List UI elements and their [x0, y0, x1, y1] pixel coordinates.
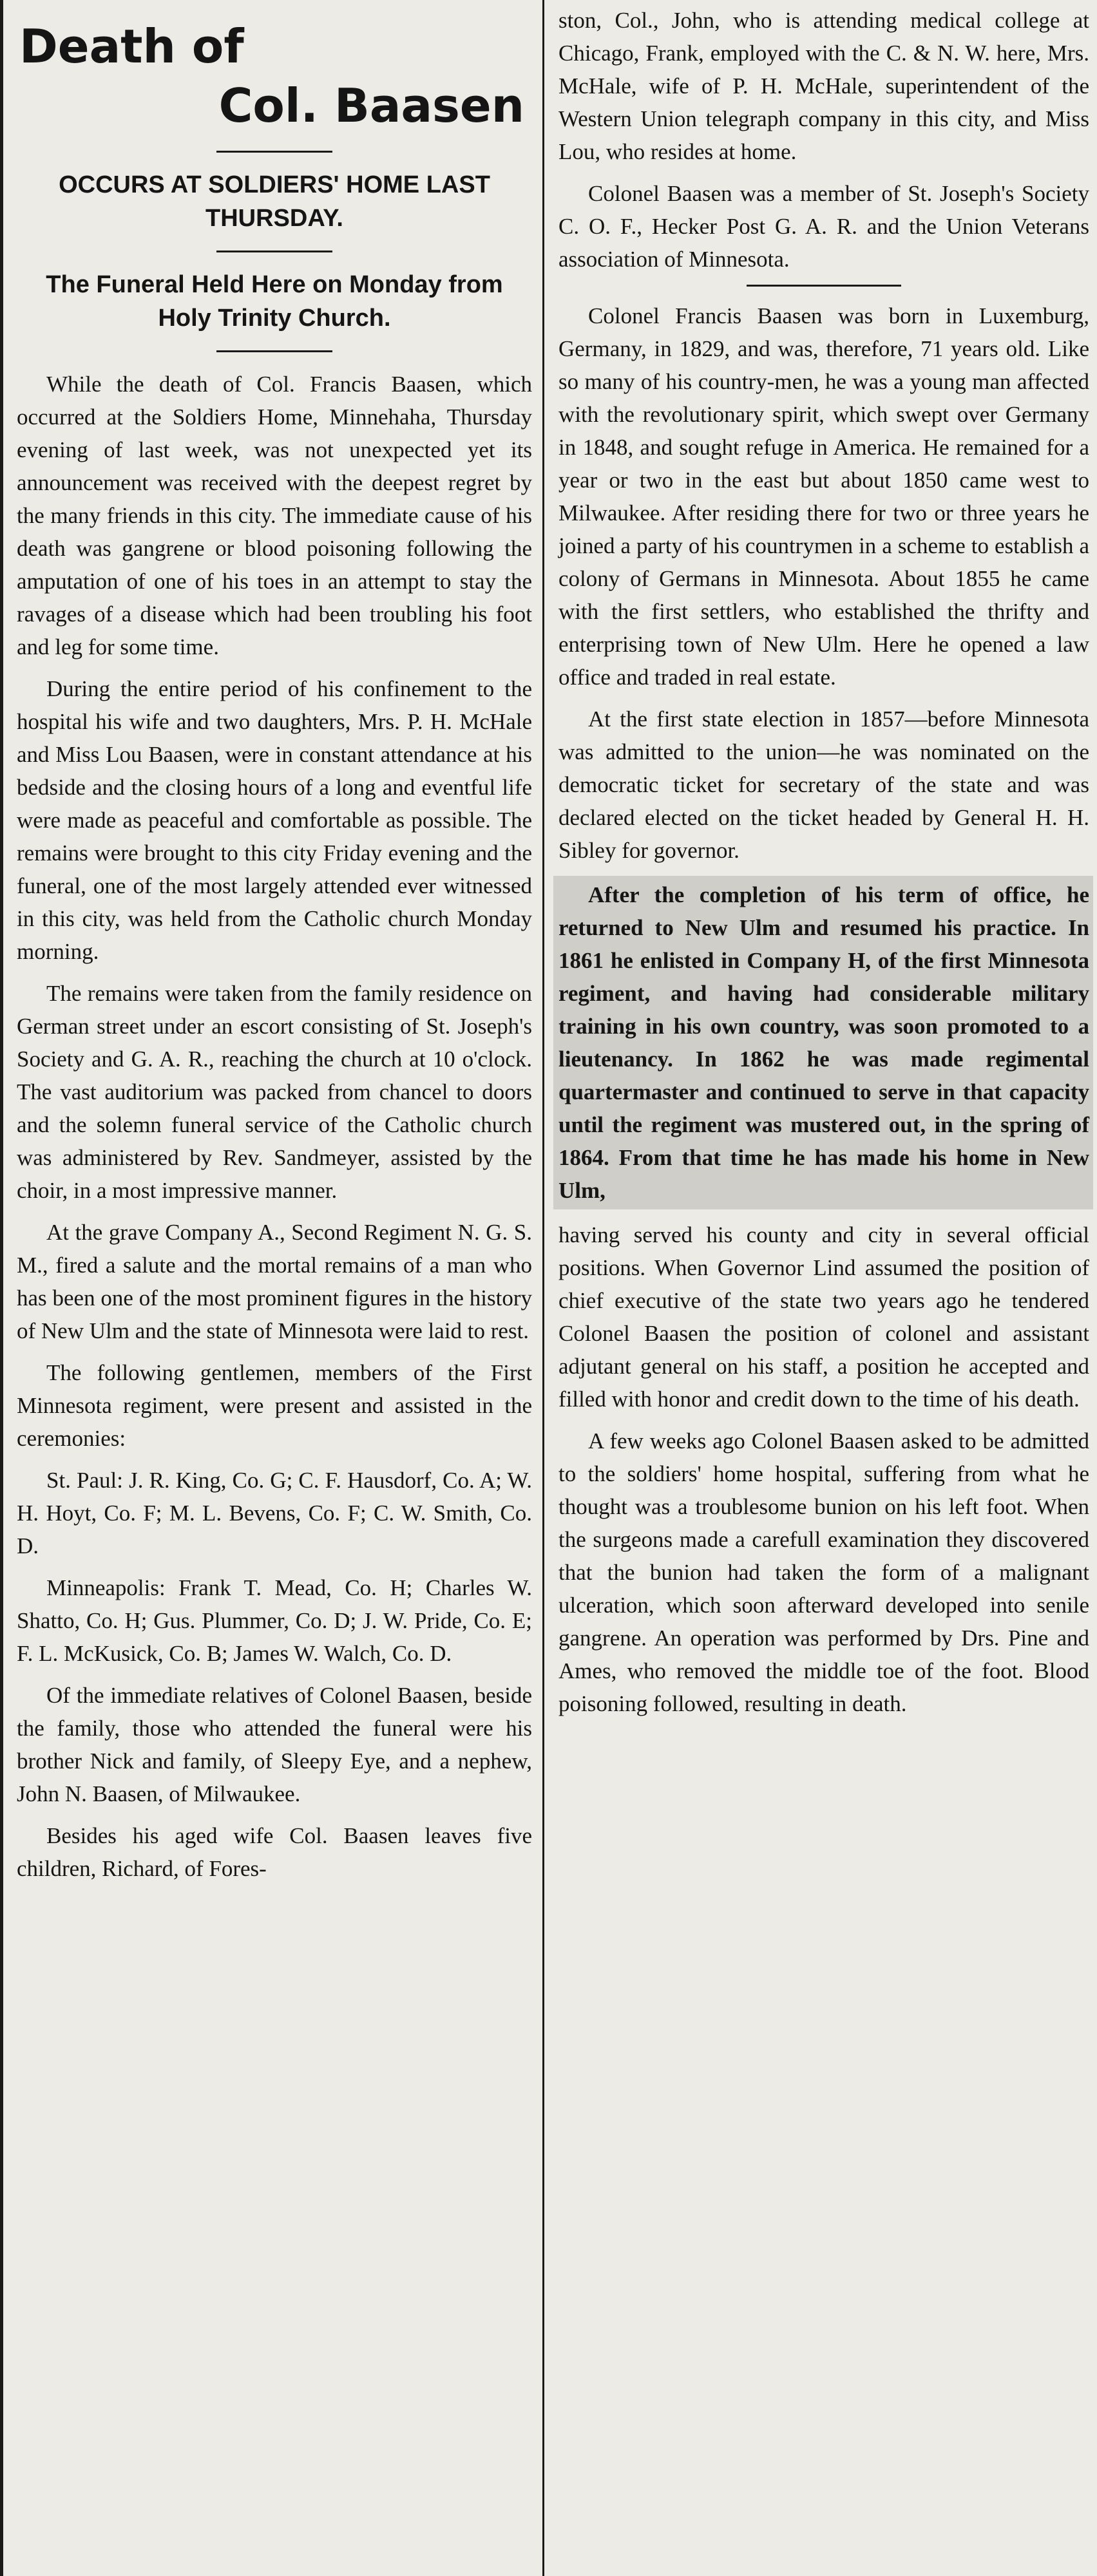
subhead-funeral: The Funeral Held Here on Monday from Holy Trinity Church.	[46, 271, 503, 332]
paragraph-children-continued: ston, Col., John, who is attending medical college at Chicago, Frank, employed with the C. & N. W. here, Mrs. McHale, wife of P. H. McHale, superintendent of the Western Union telegraph company in this city, and Miss Lou, who resides at home.	[558, 8, 1089, 164]
paragraph-military-service: After the completion of his term of office, he returned to New Ulm and resumed his practice. In 1861 he enlisted in Company H, of the first Minnesota regiment, and having had considerable military training in his own country, was soon promoted to a lieutenancy. In 1862 he was made regimental quartermaster and continued to serve in that capacity until the regiment was mustered out, in the spring of 1864. From that time he has made his home in New Ulm,	[553, 876, 1093, 1209]
paragraph-final-illness: A few weeks ago Colonel Baasen asked to be admitted to the soldiers' home hospital, suffering from what he thought was a troublesome bunion on his left foot. When the surgeons made a carefull examination they discovered that the bunion had taken the form of a malignant ulceration, which soon afterward developed into senile gangrene. An operation was performed by Drs. Pine and Ames, who removed the middle toe of the foot. Blood poisoning followed, resulting in death.	[558, 1428, 1089, 1716]
paragraph-relatives: Of the immediate relatives of Colonel Baasen, beside the family, those who attended the funeral were his brother Nick and family, of Sleepy Eye, and a nephew, John N. Baasen, of Milwaukee.	[17, 1683, 532, 1806]
paragraph-official-positions: having served his county and city in several official positions. When Governor Lind assumed the position of chief executive of the state two years ago he tendered Colonel Baasen the position of colonel and assistant adjutant general on his staff, a position he accepted and filled with honor and credit down to the time of his death.	[558, 1222, 1089, 1412]
paragraph-hospital-confinement: During the entire period of his confinement to the hospital his wife and two daughters, Mrs. P. H. McHale and Miss Lou Baasen, were in constant attendance at his bedside and the closing hours of a long and eventful life were made as peaceful and comfortable as possible. The remains were brought to this city Friday evening and the funeral, one of the most largely attended ever witnessed in this city, was held from the Catholic church Monday morning.	[17, 676, 532, 964]
paragraph-death-announcement: While the death of Col. Francis Baasen, which occurred at the Soldiers Home, Minnehaha, Thursday evening of last week, was not unexpected yet its announcement was received with the deepest regret by the many friends in this city. The immediate cause of his death was gangrene or blood poisoning following the amputation of one of his toes in an attempt to stay the ravages of a disease which had been troubling his foot and leg for some time.	[17, 372, 532, 659]
paragraph-biography-early-life: Colonel Francis Baasen was born in Luxemburg, Germany, in 1829, and was, therefore, 71 years old. Like so many of his country-men, he was a young man affected with the revolutionary spirit, which swept over Germany in 1848, and sought refuge in America. He remained for a year or two in the east but about 1850 came west to Milwaukee. After residing there for two or three years he joined a party of his countrymen in a scheme to establish a colony of Germans in Minnesota. About 1855 he came with the first settlers, who established the thrifty and enterprising town of New Ulm. Here he opened a law office and traded in real estate.	[558, 303, 1089, 690]
paragraph-st-paul-members: St. Paul: J. R. King, Co. G; C. F. Hausdorf, Co. A; W. H. Hoyt, Co. F; M. L. Bevens, Co. F; C. W. Smith, Co. D.	[17, 1468, 532, 1558]
paragraph-memberships: Colonel Baasen was a member of St. Joseph's Society C. O. F., Hecker Post G. A. R. and the Union Veterans association of Minnesota.	[558, 181, 1089, 272]
paragraph-survivors: Besides his aged wife Col. Baasen leaves five children, Richard, of Fores-	[17, 1823, 532, 1881]
body-divider	[216, 350, 332, 352]
headline-divider	[216, 151, 332, 153]
subhead-occurs: OCCURS AT SOLDIERS' HOME LAST THURSDAY.	[59, 171, 490, 232]
paragraph-funeral-procession: The remains were taken from the family residence on German street under an escort consisting of St. Joseph's Society and G. A. R., reaching the church at 10 o'clock. The vast auditorium was packed from chancel to doors and the solemn funeral service of the Catholic church was administered by Rev. Sandmeyer, assisted by the choir, in a most impressive manner.	[17, 981, 532, 1203]
headline-line-1: Death of	[19, 19, 244, 73]
headline-line-2: Col. Baasen	[218, 79, 524, 133]
left-column	[0, 0, 542, 2576]
paragraph-pallbearers-intro: The following gentlemen, members of the First Minnesota regiment, were present and assisted in the ceremonies:	[17, 1360, 532, 1451]
paragraph-minneapolis-members: Minneapolis: Frank T. Mead, Co. H; Charles W. Shatto, Co. H; Gus. Plummer, Co. D; J. W. Pride, Co. E; F. L. McKusick, Co. B; James W. Walch, Co. D.	[17, 1575, 532, 1666]
paragraph-grave-salute: At the grave Company A., Second Regiment N. G. S. M., fired a salute and the mortal remains of a man who has been one of the most prominent figures in the history of New Ulm and the state of Minnesota were laid to rest.	[17, 1220, 532, 1343]
right-column	[544, 0, 1097, 2576]
biography-divider	[747, 285, 901, 287]
paragraph-first-state-election: At the first state election in 1857—before Minnesota was admitted to the union—he was nominated on the democratic ticket for secretary of the state and was declared elected on the ticket headed by General H. H. Sibley for governor.	[558, 706, 1089, 863]
subhead-divider	[216, 251, 332, 252]
